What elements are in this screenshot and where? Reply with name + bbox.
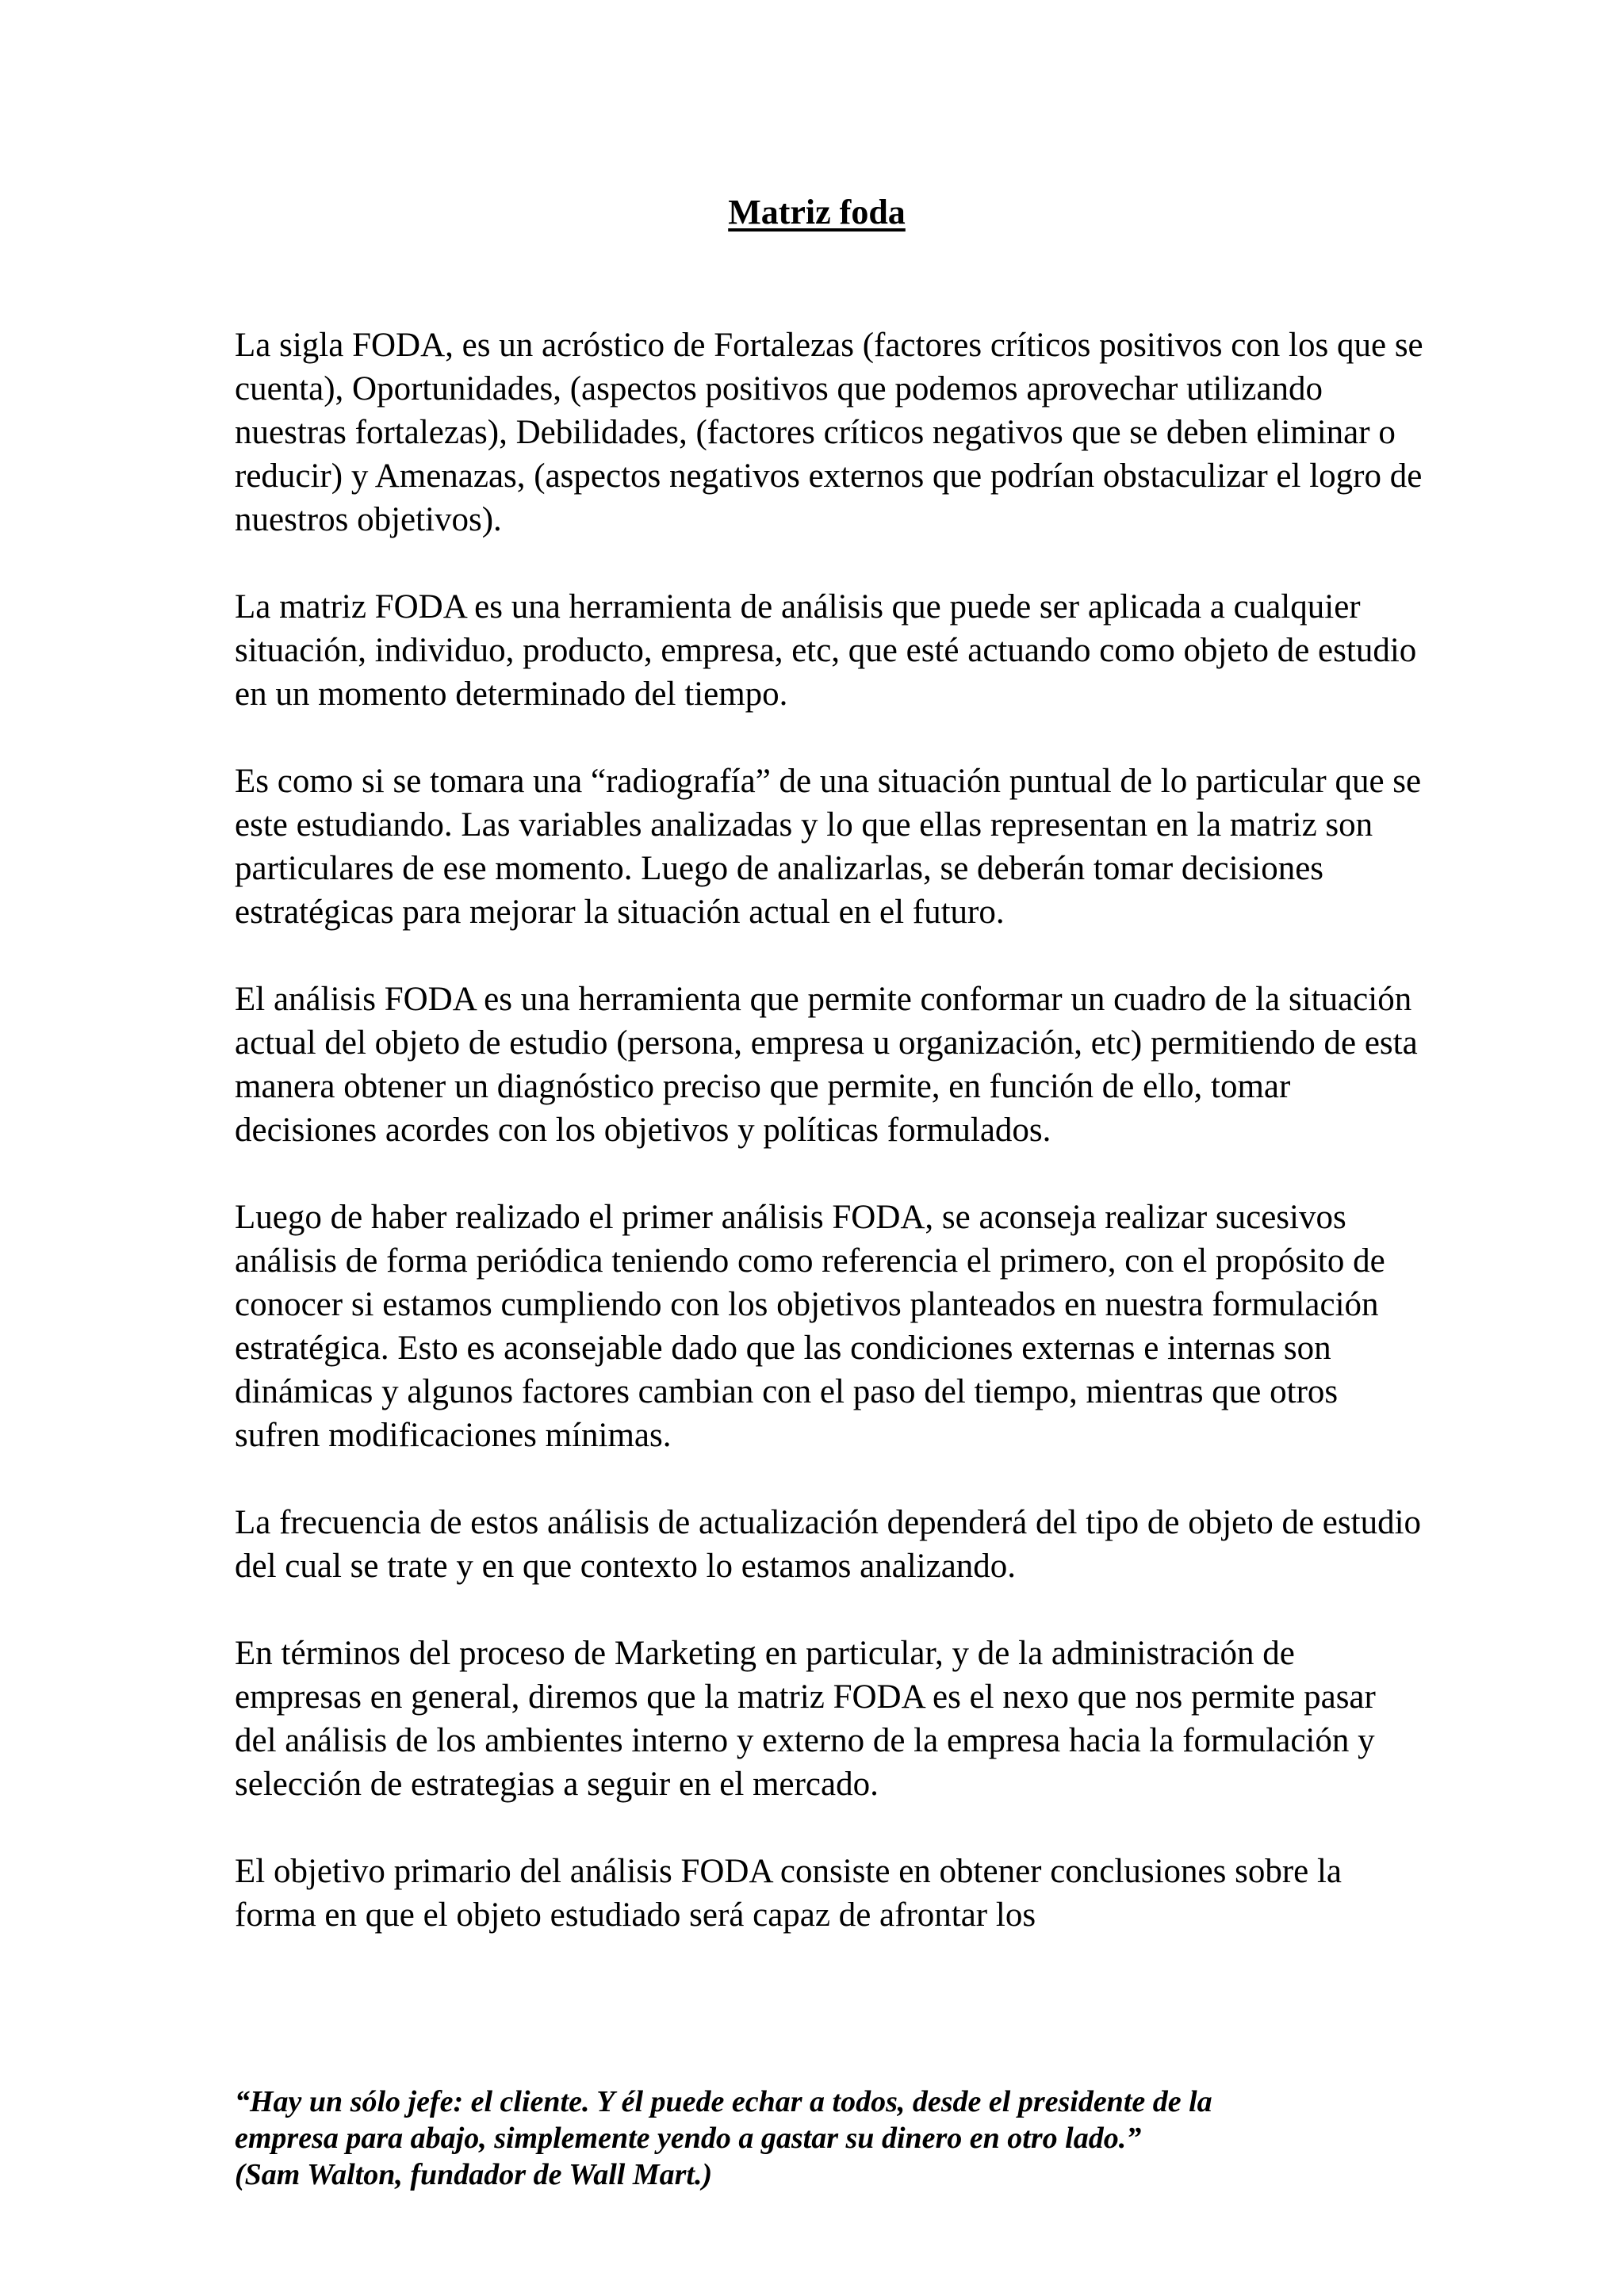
paragraph: La sigla FODA, es un acróstico de Fortalezas (factores críticos positivos con los que se cuenta), Oportunidades, (aspectos positivos que podemos aprovechar utilizando nuestras fortalezas), Debilidades, (factores críticos negativos que se deben eliminar o reducir) y Amenazas, (aspectos negativos externos que podrían obstaculizar el logro de nuestros objetivos). <box>235 327 1423 538</box>
paragraph: Luego de haber realizado el primer análisis FODA, se aconseja realizar sucesivos análisis de forma periódica teniendo como referencia el primero, con el propósito de conocer si estamos cumpliendo con los objetivos planteados en nuestra formulación estratégica. Esto es aconsejable dado que las condiciones externas e internas son dinámicas y algunos factores cambian con el paso del tiempo, mientras que otros sufren modificaciones mínimas. <box>235 1199 1385 1454</box>
quote-line: “Hay un sólo jefe: el cliente. Y él puede echar a todos, desde el presidente de la <box>235 2085 1212 2118</box>
paragraph: Es como si se tomara una “radiografía” de una situación puntual de lo particular que se este estudiando. Las variables analizadas y lo que ellas representan en la matriz son particulares de ese momento. Luego de analizarlas, se deberán tomar decisiones estratégicas para mejorar la situación actual en el futuro. <box>235 763 1422 931</box>
quote-attribution: (Sam Walton, fundador de Wall Mart.) <box>235 2158 713 2191</box>
paragraph: En términos del proceso de Marketing en particular, y de la administración de empresas en general, diremos que la matriz FODA es el nexo que nos permite pasar del análisis de los ambientes interno y externo de la empresa hacia la formulación y selección de estrategias a seguir en el mercado. <box>235 1635 1376 1803</box>
document-body <box>235 323 1424 1980</box>
paragraph: El objetivo primario del análisis FODA consiste en obtener conclusiones sobre la forma en que el objeto estudiado será capaz de afrontar los <box>235 1853 1342 1934</box>
quote-line: empresa para abajo, simplemente yendo a gastar su dinero en otro lado.” <box>235 2122 1142 2155</box>
paragraph: El análisis FODA es una herramienta que permite conformar un cuadro de la situación actual del objeto de estudio (persona, empresa u organización, etc) permitiendo de esta manera obtener un diagnóstico preciso que permite, en función de ello, tomar decisiones acordes con los objetivos y políticas formulados. <box>235 981 1418 1149</box>
paragraph: La frecuencia de estos análisis de actualización dependerá del tipo de objeto de estudio del cual se trate y en que contexto lo estamos analizando. <box>235 1504 1422 1585</box>
paragraph: La matriz FODA es una herramienta de análisis que puede ser aplicada a cualquier situación, individuo, producto, empresa, etc, que esté actuando como objeto de estudio en un momento determinado del tiempo. <box>235 588 1417 713</box>
footer-quote <box>235 2084 1424 2193</box>
page-title: Matriz foda <box>728 193 906 232</box>
